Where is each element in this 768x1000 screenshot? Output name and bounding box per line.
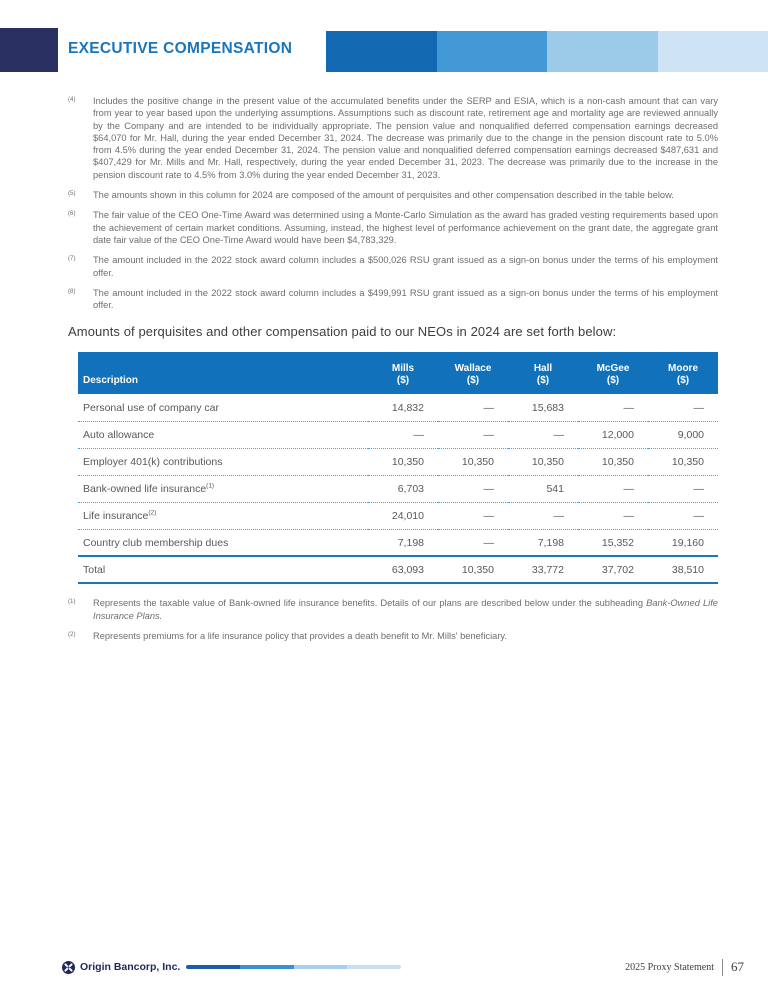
cell-mcgee: 10,350 bbox=[578, 448, 648, 475]
footnote-marker: (2) bbox=[68, 631, 76, 639]
table-header-row bbox=[78, 352, 718, 394]
column-name: Moore bbox=[668, 363, 698, 375]
footer-doc-title: 2025 Proxy Statement bbox=[625, 961, 714, 973]
column-unit: ($) bbox=[536, 375, 550, 387]
column-header-moore bbox=[648, 352, 718, 394]
total-moore: 38,510 bbox=[648, 556, 718, 583]
row-label bbox=[78, 394, 368, 421]
section-title: EXECUTIVE COMPENSATION bbox=[68, 40, 293, 57]
footer-line-segment-1 bbox=[186, 965, 240, 969]
cell-moore: 10,350 bbox=[648, 448, 718, 475]
cell-mills: 10,350 bbox=[368, 448, 438, 475]
row-label-text: Country club membership dues bbox=[83, 536, 229, 549]
footnote-text: Includes the positive change in the present value of the accumulated benefits under the SERP and ESIA, which is a non-cash amount that can vary from year to year based upon the underlying assumptions. Assumptions such as discount rate, retirement age and mortality age are reviewed annually by the Company and are intended to be individually appropriate. The pension value and nonqualified deferred compensation earnings decreased $64,070 for Mr. Hall, during the year ended December 31, 2024. The decrease was primarily due to the change in the pension discount rate to 5.0% from 4.5% during the year ended December 31, 2024. The pension value and nonqualified deferred compensation earnings decreased $487,631 and $407,429 for Mr. Mills and Mr. Hall, respectively, during the year ended December 31, 2023. The decrease was primarily due to the increase in the pension discount rate to 4.5% from 3.0% during the year ended December 31, 2023. bbox=[93, 96, 718, 180]
cell-wallace: — bbox=[438, 475, 508, 502]
footnote-1 bbox=[68, 597, 718, 622]
footnote-4 bbox=[68, 95, 718, 181]
header-gradient-bar bbox=[326, 31, 768, 72]
cell-moore: — bbox=[648, 394, 718, 421]
footer-company-name: Origin Bancorp, Inc. bbox=[80, 961, 181, 973]
cell-mcgee: — bbox=[578, 475, 648, 502]
footer-line-segment-2 bbox=[240, 965, 294, 969]
gradient-segment-2 bbox=[437, 31, 548, 72]
page-footer bbox=[62, 956, 744, 978]
row-label-text: Employer 401(k) contributions bbox=[83, 455, 223, 468]
cell-hall: 541 bbox=[508, 475, 578, 502]
column-header-wallace bbox=[438, 352, 508, 394]
cell-mcgee: — bbox=[578, 502, 648, 529]
column-header-description: Description bbox=[78, 352, 368, 394]
cell-hall: 10,350 bbox=[508, 448, 578, 475]
footnote-marker: (8) bbox=[68, 287, 76, 295]
row-label-text: Auto allowance bbox=[83, 428, 155, 441]
total-hall: 33,772 bbox=[508, 556, 578, 583]
table-row bbox=[78, 529, 718, 556]
column-name: Hall bbox=[533, 363, 553, 375]
footnote-8 bbox=[68, 287, 718, 312]
cell-hall: 7,198 bbox=[508, 529, 578, 556]
column-header-mcgee bbox=[578, 352, 648, 394]
cell-wallace: — bbox=[438, 421, 508, 448]
cell-hall: — bbox=[508, 421, 578, 448]
footnotes-top bbox=[68, 95, 718, 311]
table-row bbox=[78, 421, 718, 448]
footnote-text: The fair value of the CEO One-Time Award was determined using a Monte-Carlo Simulation as the award has graded vesting requirements based upon the achievement of certain market conditions. Assuming, instead, the highest level of performance achievement on the grant date, the aggregate grant date fair value of the CEO One-Time Award would have been $4,783,329. bbox=[93, 210, 718, 245]
page-header-band bbox=[0, 28, 768, 72]
cell-mills: 14,832 bbox=[368, 394, 438, 421]
total-label: Total bbox=[78, 556, 368, 583]
footnote-marker: (6) bbox=[68, 210, 76, 218]
footer-divider bbox=[722, 959, 723, 976]
footnotes-bottom bbox=[68, 597, 718, 642]
table-row bbox=[78, 394, 718, 421]
cell-moore: 19,160 bbox=[648, 529, 718, 556]
page-content bbox=[68, 95, 718, 650]
footer-gradient-line bbox=[186, 965, 400, 969]
column-name: McGee bbox=[596, 363, 630, 375]
table-intro-text: Amounts of perquisites and other compensation paid to our NEOs in 2024 are set forth below: bbox=[68, 324, 617, 340]
gradient-segment-4 bbox=[658, 31, 768, 72]
cell-moore: 9,000 bbox=[648, 421, 718, 448]
cell-hall: — bbox=[508, 502, 578, 529]
cell-wallace: — bbox=[438, 394, 508, 421]
cell-mills: — bbox=[368, 421, 438, 448]
row-label-text: Life insurance bbox=[83, 509, 149, 522]
footnote-text: The amount included in the 2022 stock award column includes a $500,026 RSU grant issued as a sign-on bonus under the terms of his employment offer. bbox=[93, 255, 718, 278]
footer-line-segment-3 bbox=[294, 965, 348, 969]
footnote-5 bbox=[68, 189, 718, 201]
origin-bancorp-logo-icon bbox=[62, 961, 75, 974]
column-name: Mills bbox=[391, 363, 415, 375]
total-mills: 63,093 bbox=[368, 556, 438, 583]
footnote-text: The amount included in the 2022 stock award column includes a $499,991 RSU grant issued as a sign-on bonus under the terms of his employment offer. bbox=[93, 287, 718, 311]
cell-mcgee: — bbox=[578, 394, 648, 421]
header-navy-square bbox=[0, 28, 58, 72]
gradient-segment-3 bbox=[547, 31, 658, 72]
column-unit: ($) bbox=[676, 375, 690, 387]
cell-moore: — bbox=[648, 502, 718, 529]
column-header-mills bbox=[368, 352, 438, 394]
gradient-segment-1 bbox=[326, 31, 437, 72]
row-label bbox=[78, 529, 368, 556]
row-label bbox=[78, 421, 368, 448]
row-label-sup: (1) bbox=[206, 482, 215, 490]
cell-wallace: — bbox=[438, 502, 508, 529]
footnote-italic-text: Bank-Owned Life Insurance Plans. bbox=[93, 598, 718, 621]
table-row bbox=[78, 475, 718, 502]
footnote-text: Represents premiums for a life insurance policy that provides a death benefit to Mr. Mills' beneficiary. bbox=[93, 631, 507, 642]
row-label bbox=[78, 502, 368, 529]
footnote-marker: (4) bbox=[68, 96, 76, 103]
cell-mills: 7,198 bbox=[368, 529, 438, 556]
column-name: Wallace bbox=[454, 363, 492, 375]
total-mcgee: 37,702 bbox=[578, 556, 648, 583]
footnote-6 bbox=[68, 209, 718, 246]
row-label bbox=[78, 475, 368, 502]
perquisites-table bbox=[78, 352, 718, 584]
footer-line-segment-4 bbox=[347, 965, 401, 969]
cell-moore: — bbox=[648, 475, 718, 502]
footnote-marker: (7) bbox=[68, 255, 76, 263]
footnote-7 bbox=[68, 254, 718, 279]
column-header-hall bbox=[508, 352, 578, 394]
footnote-marker: (1) bbox=[68, 598, 76, 606]
footnote-text: The amounts shown in this column for 2024 are composed of the amount of perquisites and other compensation described in the table below. bbox=[93, 190, 674, 201]
cell-wallace: — bbox=[438, 529, 508, 556]
footnote-2 bbox=[68, 630, 718, 642]
row-label bbox=[78, 448, 368, 475]
table-row bbox=[78, 448, 718, 475]
column-unit: ($) bbox=[606, 375, 620, 387]
row-label-sup: (2) bbox=[148, 509, 157, 517]
footnote-text: Represents the taxable value of Bank-owned life insurance benefits. Details of our plans are described below under the subheading bbox=[93, 598, 647, 609]
row-label-text: Bank-owned life insurance bbox=[83, 482, 207, 495]
footnote-marker: (5) bbox=[68, 190, 76, 198]
row-label-text: Personal use of company car bbox=[83, 401, 219, 414]
page-number: 67 bbox=[731, 959, 744, 974]
cell-mills: 24,010 bbox=[368, 502, 438, 529]
cell-wallace: 10,350 bbox=[438, 448, 508, 475]
column-unit: ($) bbox=[396, 375, 410, 387]
column-unit: ($) bbox=[466, 375, 480, 387]
cell-hall: 15,683 bbox=[508, 394, 578, 421]
cell-mills: 6,703 bbox=[368, 475, 438, 502]
total-wallace: 10,350 bbox=[438, 556, 508, 583]
table-total-row bbox=[78, 556, 718, 583]
cell-mcgee: 15,352 bbox=[578, 529, 648, 556]
table-row bbox=[78, 502, 718, 529]
cell-mcgee: 12,000 bbox=[578, 421, 648, 448]
